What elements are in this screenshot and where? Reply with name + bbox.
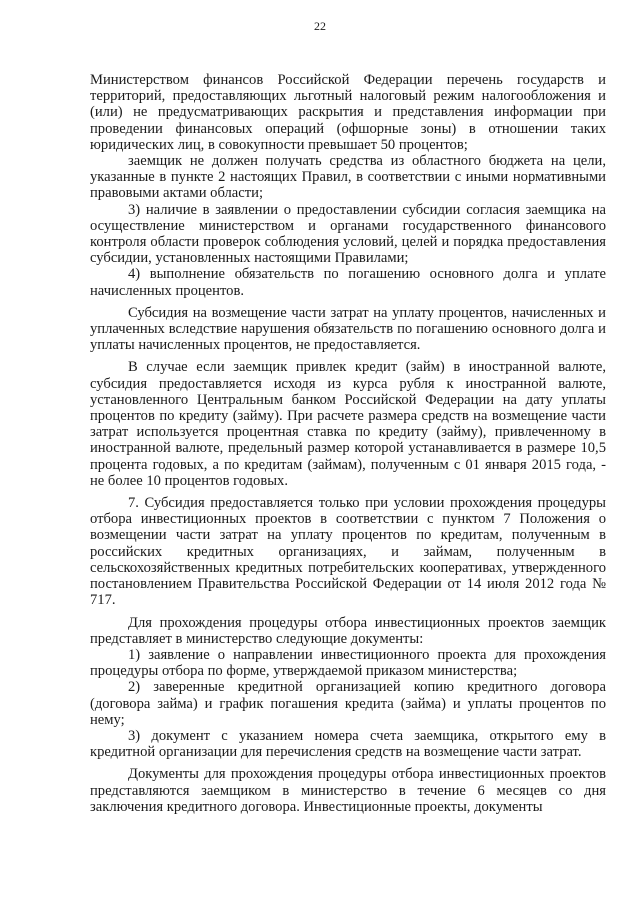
page-number: 22 bbox=[314, 19, 326, 33]
paragraph-9: 1) заявление о направлении инвестиционного проекта для прохождения процедуры отбора по форме, утверждаемой приказом министерства; bbox=[90, 646, 606, 680]
paragraph-10: 2) заверенные кредитной организацией копию кредитного договора (договора займа) и график погашения кредита (займа) и уплаты процентов по нему; bbox=[90, 679, 606, 728]
paragraph-4: 4) выполнение обязательств по погашению основного долга и уплате начисленных процентов. bbox=[90, 266, 606, 299]
document-body bbox=[90, 72, 606, 815]
paragraph-2: заемщик не должен получать средства из областного бюджета на цели, указанные в пункте 2 настоящих Правил, в соответствии с иными нормативными правовыми актами области; bbox=[90, 153, 606, 202]
paragraph-7: 7. Субсидия предоставляется только при условии прохождения процедуры отбора инвестиционных проектов в соответствии с пунктом 7 Положения о возмещении части затрат на уплату процентов по кредитам, полученным в российских кредитных организациях, и займам, полученным в сельскохозяйственных кредитных потребительских кооперативах, утвержденного постановлением Правительства Российской Федерации от 14 июля 2012 года № 717. bbox=[90, 495, 606, 609]
paragraph-8: Для прохождения процедуры отбора инвестиционных проектов заемщик представляет в министерство следующие документы: bbox=[90, 614, 606, 647]
paragraph-6: В случае если заемщик привлек кредит (займ) в иностранной валюте, субсидия предоставляется исходя из курса рубля к иностранной валюте, установленного Центральным банком Российской Федерации на дату уплаты процентов по кредиту (займу). При расчете размера средств на возмещение части затрат используется процентная ставка по кредиту (займу), привлеченному в иностранной валюте, предельный размер которой устанавливается в размере 10,5 процента годовых, а по кредитам (займам), полученным с 01 января 2015 года, - не более 10 процентов годовых. bbox=[90, 359, 606, 489]
paragraph-12: Документы для прохождения процедуры отбора инвестиционных проектов представляются заемщиком в министерство в течение 6 месяцев со дня заключения кредитного договора. Инвестиционные проекты, документы bbox=[90, 766, 606, 815]
paragraph-11: 3) документ с указанием номера счета заемщика, открытого ему в кредитной организации для перечисления средств на возмещение части затрат. bbox=[90, 727, 606, 761]
paragraph-5: Субсидия на возмещение части затрат на уплату процентов, начисленных и уплаченных вследствие нарушения обязательств по погашению основного долга и уплаты начисленных процентов, не предоставляется. bbox=[90, 304, 606, 354]
paragraph-1: Министерством финансов Российской Федерации перечень государств и территорий, предоставляющих льготный налоговый режим налогообложения и (или) не предусматривающих раскрытия и представления информации при проведении финансовых операций (офшорные зоны) в отношении таких юридических лиц, в совокупности превышает 50 процентов; bbox=[90, 72, 606, 153]
paragraph-3: 3) наличие в заявлении о предоставлении субсидии согласия заемщика на осуществление министерством и органами государственного финансового контроля области проверок соблюдения условий, целей и порядка предоставления субсидии, установленных настоящими Правилами; bbox=[90, 201, 606, 267]
